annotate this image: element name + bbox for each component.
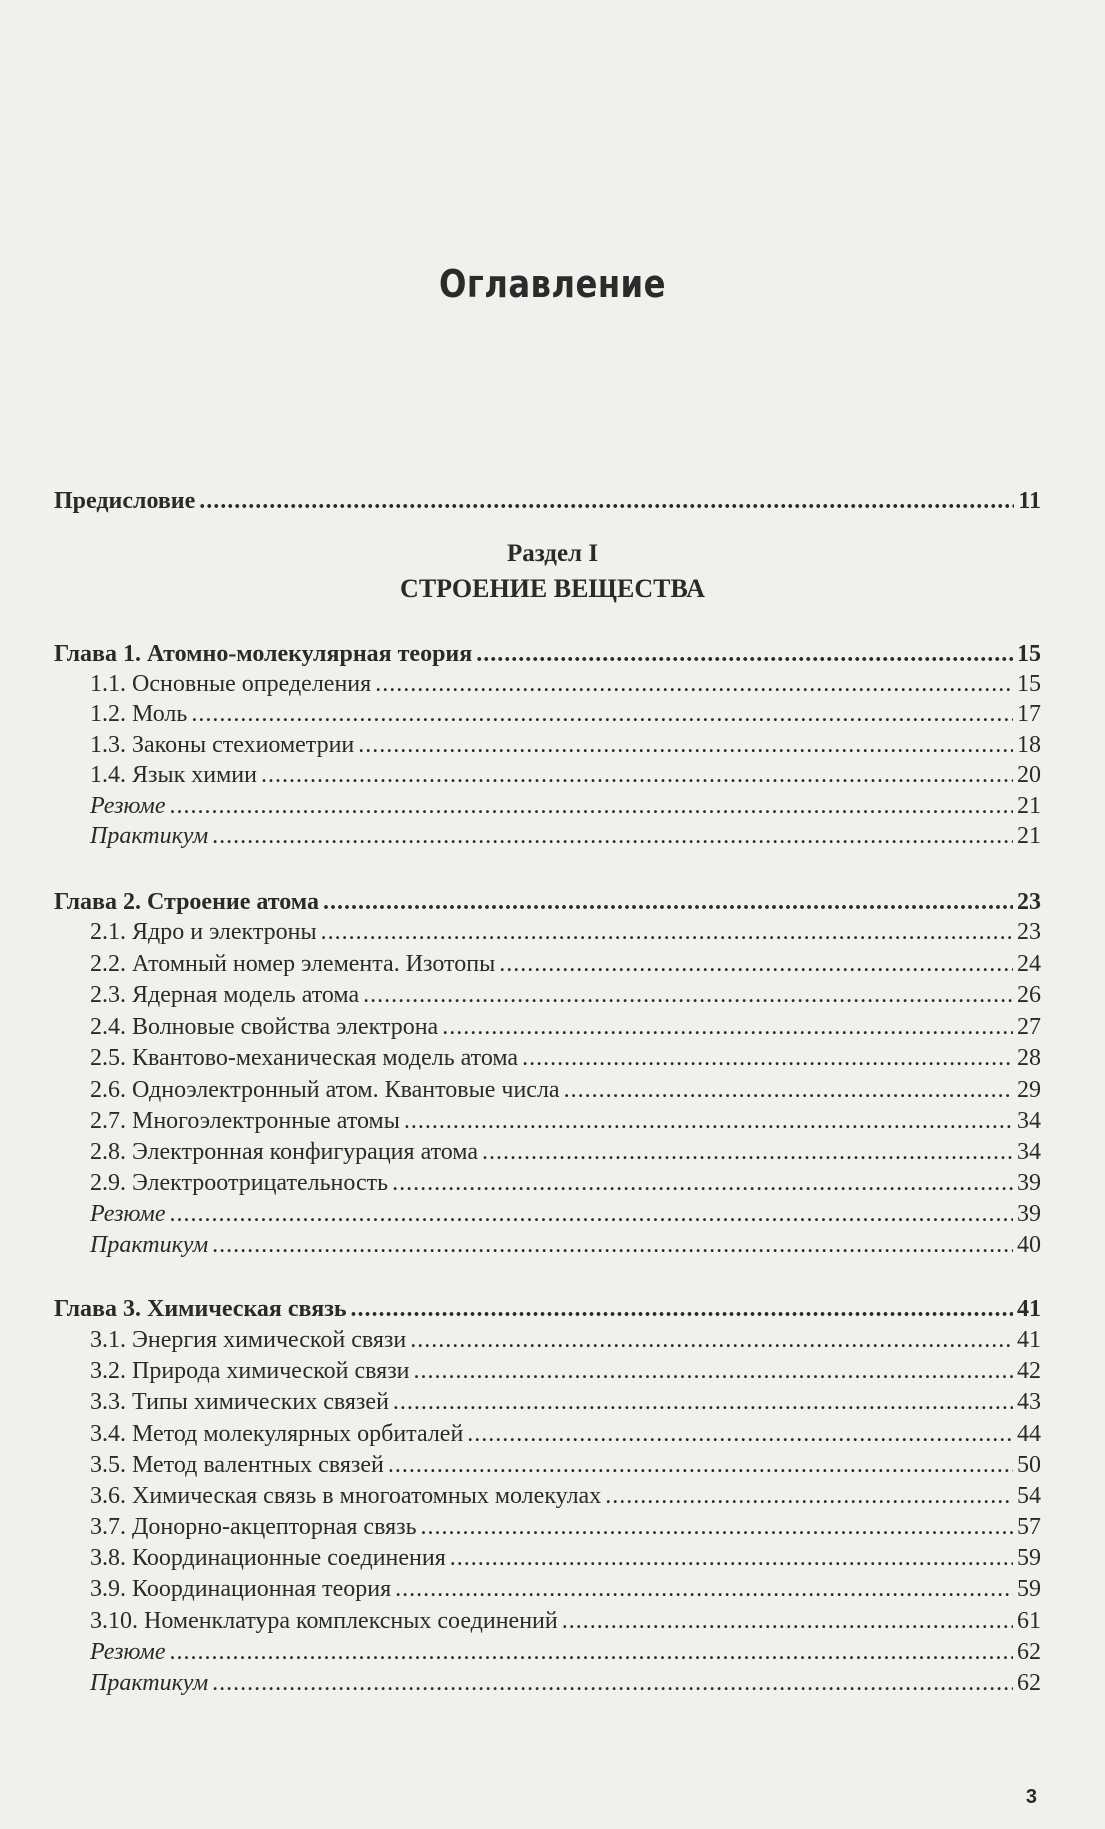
toc-entry-label: 3.10. Номенклатура комплексных соединений — [90, 1608, 558, 1634]
leader-dots — [393, 1386, 1013, 1418]
leader-dots — [375, 668, 1013, 700]
leader-dots — [421, 1511, 1013, 1543]
toc-entry-page: 34 — [1017, 1139, 1041, 1165]
leader-dots — [169, 1198, 1013, 1230]
toc-chapter-1[interactable] — [54, 638, 1041, 670]
toc-item[interactable] — [90, 1542, 1041, 1574]
page-title: Оглавление — [439, 262, 666, 306]
toc-entry-label: Предисловие — [54, 488, 196, 514]
leader-dots — [482, 1136, 1013, 1168]
leader-dots — [358, 729, 1013, 761]
leader-dots — [522, 1042, 1013, 1074]
leader-dots — [323, 886, 1013, 918]
toc-entry-label: 2.8. Электронная конфигурация атома — [90, 1139, 478, 1165]
toc-entry-label: 2.3. Ядерная модель атома — [90, 982, 360, 1008]
toc-item-summary[interactable] — [90, 1198, 1041, 1230]
toc-entry-page: 43 — [1017, 1389, 1041, 1415]
section-title: СТРОЕНИЕ ВЕЩЕСТВА — [400, 574, 705, 603]
toc-entry-page: 54 — [1017, 1483, 1041, 1509]
leader-dots — [169, 790, 1013, 822]
toc-item[interactable] — [90, 729, 1041, 761]
toc-entry-page: 61 — [1017, 1608, 1041, 1634]
leader-dots — [212, 1229, 1013, 1261]
toc-entry-label: 2.1. Ядро и электроны — [90, 919, 317, 945]
toc-item-practicum[interactable] — [90, 1229, 1041, 1261]
leader-dots — [562, 1605, 1013, 1637]
leader-dots — [169, 1636, 1013, 1668]
toc-item[interactable] — [90, 1573, 1041, 1605]
toc-entry-page: 50 — [1017, 1452, 1041, 1478]
toc-item-summary[interactable] — [90, 1636, 1041, 1668]
toc-item[interactable] — [90, 1355, 1041, 1387]
toc-entry-page: 29 — [1017, 1077, 1041, 1103]
leader-dots — [605, 1480, 1013, 1512]
toc-entry-page: 40 — [1017, 1232, 1041, 1258]
toc-item[interactable] — [90, 1605, 1041, 1637]
toc-item[interactable] — [90, 1449, 1041, 1481]
toc-entry-label: 2.5. Квантово-механическая модель атома — [90, 1045, 519, 1071]
toc-entry-label: 1.2. Моль — [90, 701, 188, 727]
toc-entry-page: 57 — [1017, 1514, 1041, 1540]
toc-item[interactable] — [90, 916, 1041, 948]
leader-dots — [467, 1418, 1013, 1450]
leader-dots — [442, 1011, 1013, 1043]
toc-entry-label: Глава 1. Атомно-молекулярная теория — [54, 641, 473, 667]
toc-item[interactable] — [90, 1167, 1041, 1199]
toc-entry-label: 3.3. Типы химических связей — [90, 1389, 389, 1415]
leader-dots — [499, 948, 1013, 980]
toc-entry-label: 3.4. Метод молекулярных орбиталей — [90, 1421, 464, 1447]
toc-item-practicum[interactable] — [90, 1667, 1041, 1699]
toc-entry-page: 11 — [1018, 488, 1041, 514]
toc-entry-label: 2.2. Атомный номер элемента. Изотопы — [90, 951, 496, 977]
toc-entry-label: 3.2. Природа химической связи — [90, 1358, 410, 1384]
toc-entry-page: 39 — [1017, 1201, 1041, 1227]
toc-entry-page: 15 — [1017, 671, 1041, 697]
leader-dots — [395, 1573, 1013, 1605]
toc-entry-page: 62 — [1017, 1670, 1041, 1696]
toc-entry-label: 1.1. Основные определения — [90, 671, 372, 697]
leader-dots — [199, 485, 1014, 517]
toc-entry-label: 3.9. Координационная теория — [90, 1576, 392, 1602]
toc-item[interactable] — [90, 1074, 1041, 1106]
toc-item[interactable] — [90, 698, 1041, 730]
toc-entry-preface[interactable] — [54, 485, 1041, 517]
toc-entry-page: 41 — [1017, 1327, 1041, 1353]
toc-entry-page: 18 — [1017, 732, 1041, 758]
toc-entry-label: Глава 3. Химическая связь — [54, 1296, 347, 1322]
toc-entry-page: 24 — [1017, 951, 1041, 977]
toc-entry-page: 59 — [1017, 1576, 1041, 1602]
leader-dots — [321, 916, 1013, 948]
toc-entry-page: 21 — [1017, 823, 1041, 849]
leader-dots — [388, 1449, 1013, 1481]
toc-entry-label: 1.4. Язык химии — [90, 762, 257, 788]
toc-entry-label: 2.7. Многоэлектронные атомы — [90, 1108, 400, 1134]
toc-entry-label: 3.1. Энергия химической связи — [90, 1327, 407, 1353]
toc-item[interactable] — [90, 1042, 1041, 1074]
toc-entry-page: 62 — [1017, 1639, 1041, 1665]
toc-entry-page: 42 — [1017, 1358, 1041, 1384]
toc-entry-page: 28 — [1017, 1045, 1041, 1071]
toc-entry-page: 26 — [1017, 982, 1041, 1008]
toc-item[interactable] — [90, 979, 1041, 1011]
toc-entry-label: Резюме — [90, 1201, 166, 1227]
toc-entry-page: 17 — [1017, 701, 1041, 727]
leader-dots — [564, 1074, 1013, 1106]
leader-dots — [212, 1667, 1013, 1699]
toc-item[interactable] — [90, 759, 1041, 791]
toc-entry-page: 27 — [1017, 1014, 1041, 1040]
section-number: Раздел I — [506, 540, 599, 567]
toc-entry-label: Практикум — [90, 1232, 209, 1258]
toc-item[interactable] — [90, 1011, 1041, 1043]
toc-entry-page: 39 — [1017, 1170, 1041, 1196]
leader-dots — [410, 1324, 1013, 1356]
toc-entry-label: Практикум — [90, 1670, 209, 1696]
leader-dots — [414, 1355, 1013, 1387]
toc-item[interactable] — [90, 948, 1041, 980]
toc-chapter-2[interactable] — [54, 886, 1041, 918]
leader-dots — [212, 820, 1013, 852]
toc-item[interactable] — [90, 1480, 1041, 1512]
leader-dots — [450, 1542, 1013, 1574]
leader-dots — [191, 698, 1013, 730]
toc-entry-label: 3.5. Метод валентных связей — [90, 1452, 384, 1478]
toc-item[interactable] — [90, 1136, 1041, 1168]
toc-entry-label: 1.3. Законы стехиометрии — [90, 732, 355, 758]
toc-entry-page: 23 — [1017, 889, 1041, 915]
leader-dots — [476, 638, 1013, 670]
toc-item[interactable] — [90, 1418, 1041, 1450]
toc-entry-label: 2.6. Одноэлектронный атом. Квантовые числа — [90, 1077, 560, 1103]
toc-entry-page: 21 — [1017, 793, 1041, 819]
toc-entry-page: 15 — [1017, 641, 1041, 667]
toc-entry-page: 23 — [1017, 919, 1041, 945]
toc-item-practicum[interactable] — [90, 820, 1041, 852]
toc-entry-label: 3.8. Координационные соединения — [90, 1545, 446, 1571]
toc-entry-label: Глава 2. Строение атома — [54, 889, 319, 915]
toc-item-summary[interactable] — [90, 790, 1041, 822]
toc-item[interactable] — [90, 1386, 1041, 1418]
leader-dots — [351, 1293, 1013, 1325]
toc-entry-label: Резюме — [90, 793, 166, 819]
toc-entry-label: 2.4. Волновые свойства электрона — [90, 1014, 439, 1040]
toc-entry-page: 44 — [1017, 1421, 1041, 1447]
toc-entry-page: 20 — [1017, 762, 1041, 788]
toc-item[interactable] — [90, 1511, 1041, 1543]
leader-dots — [363, 979, 1013, 1011]
leader-dots — [404, 1105, 1013, 1137]
toc-entry-label: Резюме — [90, 1639, 166, 1665]
toc-item[interactable] — [90, 1105, 1041, 1137]
toc-entry-page: 34 — [1017, 1108, 1041, 1134]
toc-entry-label: 2.9. Электроотрицательность — [90, 1170, 389, 1196]
toc-item[interactable] — [90, 1324, 1041, 1356]
toc-chapter-3[interactable] — [54, 1293, 1041, 1325]
toc-entry-label: 3.7. Донорно-акцепторная связь — [90, 1514, 417, 1540]
leader-dots — [392, 1167, 1013, 1199]
toc-entry-page: 59 — [1017, 1545, 1041, 1571]
toc-item[interactable] — [90, 668, 1041, 700]
toc-entry-label: 3.6. Химическая связь в многоатомных молекулах — [90, 1483, 602, 1509]
page-number: 3 — [1025, 1786, 1037, 1808]
toc-entry-page: 41 — [1017, 1296, 1041, 1322]
toc-entry-label: Практикум — [90, 823, 209, 849]
leader-dots — [261, 759, 1013, 791]
